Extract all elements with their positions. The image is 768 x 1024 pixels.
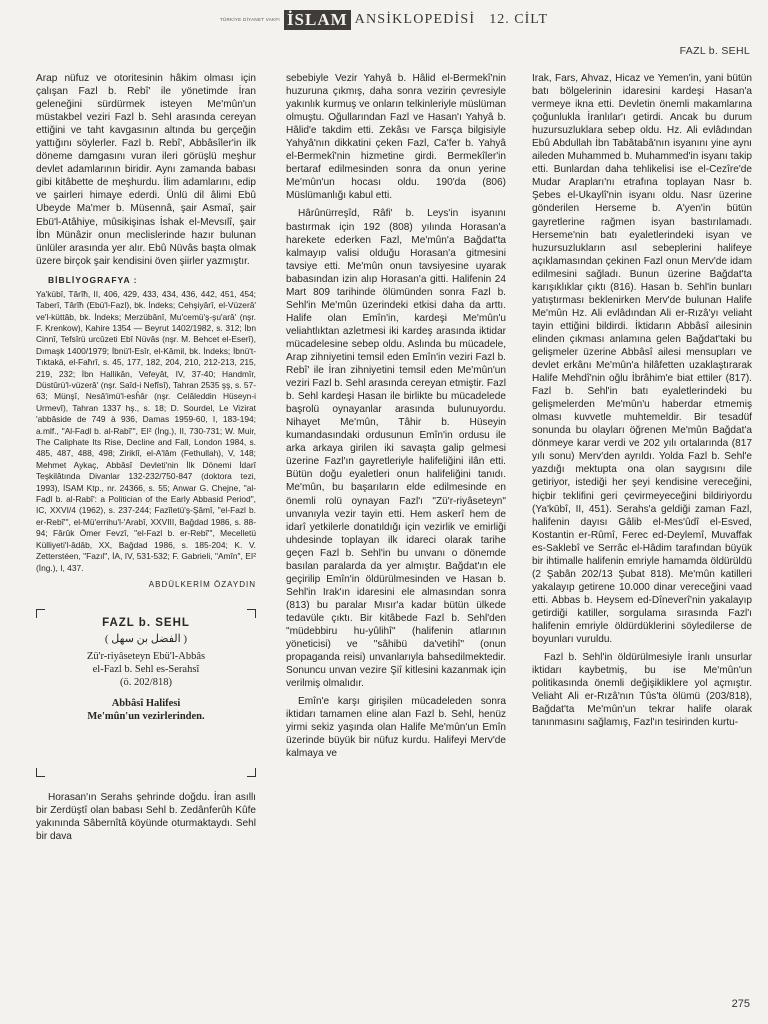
column-3 xyxy=(532,72,752,734)
paragraph: Hârûnürreşîd, Râfi' b. Leys'in isyanını bastırmak için 192 (808) yılında Horasan'a harekete ederken Fazl, Me'mûn'a Bağdat'ta kalmayıp valisi olduğu Horasan'a gitmesini tavsiye etti. Me'mûn onun tavsiyesine uyarak babasından izin alıp Horasan'a gitti. Halifenin 24 Mart 809 tarihinde ölümünden sonra Fazl b. Sehl'in Me'mûn üzerindeki etkisi daha da arttı. Halife olan Emîn'in, kardeşi Me'mûn'u veliahtlıktan azletmesi iki kardeş arasında iktidar mücadelesine sebep oldu. Aslında bu mücadele, Arap zihniyetini temsil eden Emîn'in veziri Fazl b. Rebî' ile İran zihniyetini temsil eden Me'mûn'un veziri Fazl b. Sehl arasında cereyan etmiştir. Fazl b. Sehl kardeşi Hasan ile birlikte bu mücadelede başrolü oynayanlar arasında bulunuyordu. Nihayet Me'mûn, Tâhir b. Hüseyin kumandasındaki ordusunun Emîn'in ordusu ile arka arkaya girilen iki savaşta galip gelmesi üzerine Fazl'ın gayretleriyle halifeliğini ilân etti. Bütün doğu eyaletleri onun halifeliğini tanıdı. Me'mûn, bu başarıların elde edilmesinde en önemli rolü oynayan Fazl'ı "Zü'r-riyâseteyn" unvanıyla vezir tayin etti. Hem askerî hem de idarî yetkilerle donatıldığı için vezirlik ve emirliği uhdesinde toplayan ilk idareci olarak tarihe geçen Fazl b. Sehl'in bu unvanı o dönemde basılan paralarda da yer almıştır. Bağdat'ın ele geçirilip Emîn'in öldürülmesinden ve Hasan b. Sehl'in Irak'ın idaresini ele almasından sonra (813) bu paralar Mısır'a kadar bütün ülkede tedavüle çıktı. Bir kitâbede Fazl b. Sehl'den "müdebbiru hu-yûlihî" (halifenin atlarının yöneticisi) ve "sâhibü da'vetihî" (onun propaganda reisi) unvanlarıyla bahsedilmektedir. Sonuncu unvan vezire Şiî kitlesini kazanmak için verilmiş olmalıdır. xyxy=(286,208,506,690)
corner-mark xyxy=(247,609,256,618)
entry-dates: (ö. 202/818) xyxy=(120,677,172,689)
publisher-label: TÜRKİYE DİYANET VAKFI xyxy=(219,17,280,22)
encyclopedia-logo xyxy=(220,10,548,30)
paragraph: Arap nüfuz ve otoritesinin hâkim olması için çalışan Fazl b. Rebî' ile yönetimde İran geleneğini sürdürmek isteyen Me'mûn'un müstakbel veziri Fazl b. Sehl arasında cereyan ettiğini ve taht kavgasının altında bu gerçeğin yattığını söylerler. Fazl b. Rebî', Abbâsîler'in ilk döneme damgasını vuran ileri görüşlü meşhur devlet adamlarının biridir. Aynı zamanda babası gibi kitâbette de meşhurdu. İlim adamlarını, edip ve şairleri himaye ederdi. Ünlü dil âlimi Ebû Ubeyde Ma'mer b. Müsennâ, şair Asmaî, şair Ebü'l-Atâhiye, mûsikişinas İshak el-Mevsılî, şair İbn Münâzir onun meclislerinde hazır bulunan ünlüler arasında yer alır. Ebû Nüvâs başta olmak üzere birçok şair kendisini öven şiirler yazmıştır. xyxy=(36,73,256,267)
corner-mark xyxy=(247,768,256,777)
paragraph: sebebiyle Vezir Yahyâ b. Hâlid el-Bermekî'nin huzuruna çıkmış, daha sonra vezirin çevresiyle yakınlık kurmuş ve onların telkinleriyle müslüman olmuştu. Oğullarından Fazl ve Hasan'ı Yahyâ b. Hâlid'e takdim etti. Zekâsı ve Farsça bilgisiyle Yahyâ'nın dikkatini çeken Fazl, Ca'fer b. Yahyâ el-Bermekî'nin hizmetine girdi. Bermekîler'in bertaraf edilmesinden sonra da onun yerine Me'mûn'un hocası oldu. 190'da (806) Müslümanlığı kabul etti. xyxy=(286,73,506,202)
page-number: 275 xyxy=(731,998,750,1010)
running-head: FAZL b. SEHL xyxy=(679,45,750,57)
entry-full-name: el-Fazl b. Sehl es-Serahsî xyxy=(92,664,200,676)
entry-heading-box xyxy=(36,609,256,777)
entry-full-name: Zü'r-riyâseteyn Ebü'l-Abbâs xyxy=(86,651,206,663)
bibliography-text: Ya'kūbî, Târîħ, II, 406, 429, 433, 434, 436, 442, 451, 454; Taberî, Târîħ (Ebü'l-Fazl), bk. İndeks; Cehşiyârî, el-Vüzerâ' ve'l-küttâb, bk. İndeks; Merzübânî, Mu'cemü'ş-şu'arâ' (nşr. F. Krenkow), Kahire 1354 — Beyrut 1402/1982, s. 312; İbn Cinnî, Tefsîrü urcûzeti Ebî Nüvâs (nşr. M. Behcet el-Eserî), Dımaşk 1400/1979; İbnü'l-Esîr, el-Kâmil, bk. İndeks; İbnü't-Tıktakā, el-Faħrî, s. 45, 177, 182, 204, 210, 212-213, 215, 219, 232; İbn Hallikân, Vefeyât, IV, 37-40; Handmîr, Düstûrü'l-vüzerâ' (nşr. Saîd-i Nefîsî), Tahran 2535 şş, s. 57-63; Münşî, Nesâ'imü'l-esĥâr (nşr. Celâleddin Hüseyn-i Urmevî), Tahran 1337 hş., s. 18; D. Sourdel, Le Vizirat 'abbâside de 749 à 936, Damas 1959-60, I, 183-194; a.mlf., "Al-Faḍl b. al-Rabî'", EI² (İng.), II, 730-731; W. Muir, The Caliphate Its Rise, Decline and Fall, London 1984, s. 485, 487, 488, 498; Ziriklî, el-A'lâm (Fethullah), V, 148; Mehmet Aykaç, Abbâsî Devleti'nin İlk Dönemi İdarî Teşkilâtında Divanlar 132-232/750-847 (doktora tezi, 1993), İSAM Ktp., nr. 24366, s. 55; Anwar G. Chejne, "al-Faḍl b. al-Rabî': a Politician of the Early Abbasid Period", IC, XXVI/4 (1962), s. 237-244; Fazîletü'ş-Şâmî, "el-Fazl b. er-Rebî'", el-Mü'errihu'l-'Arabî, XXVIII, Bağdad 1986, s. 88-94; Fârûk Ömer Fevzî, "el-Fazl b. er-Rebî'", Mecelletü Külliyeti'l-âdâb, XX, Bağdad 1986, s. 185-204; K. V. Zetterstéen, "Fazıl", İA, IV, 531-532; F. Gabrieli, "Amîn", EI² (İng.), I, 437. xyxy=(36,288,256,573)
entry-description: Abbâsî Halifesi xyxy=(111,698,181,710)
bibliography-heading: BİBLİYOGRAFYA : xyxy=(48,274,138,285)
entry-arabic-name: ( الفضل بن سهل ) xyxy=(104,633,188,645)
corner-mark xyxy=(36,609,45,618)
entry-title: FAZL b. SEHL xyxy=(102,616,190,629)
logo-islam-wordmark: İSLAM xyxy=(284,10,351,30)
paragraph: Fazl b. Sehl'in öldürülmesiyle İranlı unsurlar iktidarı kaybetmiş, bu ise Me'mûn'un politikasında önemli değişikliklere yol açmıştır. Veliaht Ali er-Rızâ'nın Tûs'ta ölümü (203/818), Bağdat'ta Me'mûn'un tekrar halife olarak tanınmasını sağlamış, Fazl'ın tesirinden kurtu- xyxy=(532,652,752,729)
page-header xyxy=(0,8,768,34)
logo-encyclopedia-wordmark: ANSİKLOPEDİSİ xyxy=(354,11,476,27)
column-2 xyxy=(286,72,506,765)
paragraph: Horasan'ın Serahs şehrinde doğdu. İran asıllı bir Zerdüştî olan babası Sehl b. Zedânferûh Kûfe yakınında Sâbernîtâ köyünde oturmaktaydı. Sehl bir dava xyxy=(36,791,256,843)
paragraph: Emîn'e karşı girişilen mücadeleden sonra iktidarı tamamen eline alan Fazl b. Sehl, henüz yirmi sekiz yaşında olan Halife Me'mûn'un Emîn üzerinde büyük bir nüfuz kurdu. Halifeyi Merv'de kalmaya ve xyxy=(286,696,506,760)
article-author: ABDÜLKERİM ÖZAYDIN xyxy=(148,579,256,589)
paragraph: Irak, Fars, Ahvaz, Hicaz ve Yemen'in, yani bütün batı bölgelerinin idaresini kardeşi Hasan'a vermeye ikna etti. Devletin önemli makamlarına çoğunlukla İranlılar'ı getirdi. Ancak bu durum huzursuzluklara sebep oldu. Hz. Ali evlâdından Ebû Abdullah İbn Tabâtabâ'nın isyanını yine aynı aileden Muhammed b. Muhammed'in isyanı takip etti. Bunlardan daha tehlikelisi ise el-Cezîre'de Mudar Arapları'nı etrafına toplayan Nasr b. Şebes el-Ukaylî'nin isyanı oldu. Nasr üzerine gönderilen Herseme b. A'yen'in bütün gayretlerine rağmen isyan bastırılamadı. Herseme'nin batı eyaletlerindeki isyan ve huzursuzlukların asıl sebeplerini halifeye açıklamasından çekinen Fazl onun Merv'de idam edilmesini sağladı. Bunun üzerine Bağdat'ta karışıklıklar çıktı (816). Hasan b. Sehl'in bunları yatıştırması beklenirken Merv'de bulunan Halife Me'mûn Hz. Ali evlâdından Ali er-Rızâ'yı veliaht tayin ettiğini bildirdi. İktidarın Abbâsî ailesinin elinden çıkması anlamına gelen Bağdat'taki bu gelişmeler üzerine Abbâsî ailesi mensupları ve devlet erkânı Me'mûn'a hilâfetten uzaklaştırarak Halife Mehdî'nin oğlu İbrâhim'e biat ettiler (817). Fazl b. Sehl'in batı eyaletlerindeki bu gelişmelerden Me'mûn'u haberdar etmemiş olması kuvvetle muhtemeldir. Bir tesadüf sonunda bu olayları öğrenen Me'mûn Bağdat'a dönmeye karar verdi ve 202 yılı ortalarında (817 yılı sonu) Merv'den ayrıldı. Yolda Fazl b. Sehl'e yazdığı mektupta ona olan saygısını dile getiriyor, istediği her şeyi kendisine vereceğini, hiçbir teklifini geri çevirmeyeceğini bildiriyordu (Ya'kūbî, II, 451). Serahs'a geldiği zaman Fazl, halifenin dayısı Gâlib el-Mes'ûdî el-Esved, Kostantin er-Rûmî, Ferec ed-Deylemî, Muvaffak es-Saklebî ve Serrâc el-Hâdim tarafından büyük bir ihtimalle halifenin emriyle hamamda öldürüldü (2 Şabân 202/13 Şubat 818). Me'mûn katilleri yakalayıp getirene 10.000 dinar vereceğini vaad etti. Abbas b. Heysem ed-Dîneverî'nin yakalayıp getirdiği katiller, sorgulama sırasında Fazl'ı halifenin emriyle öldürdüklerini söyledilerse de boyunları vuruldu. xyxy=(532,73,752,646)
corner-mark xyxy=(36,768,45,777)
entry-description: Me'mûn'un vezirlerinden. xyxy=(87,711,205,723)
volume-label: 12. CİLT xyxy=(489,11,549,27)
column-1 xyxy=(36,72,256,848)
